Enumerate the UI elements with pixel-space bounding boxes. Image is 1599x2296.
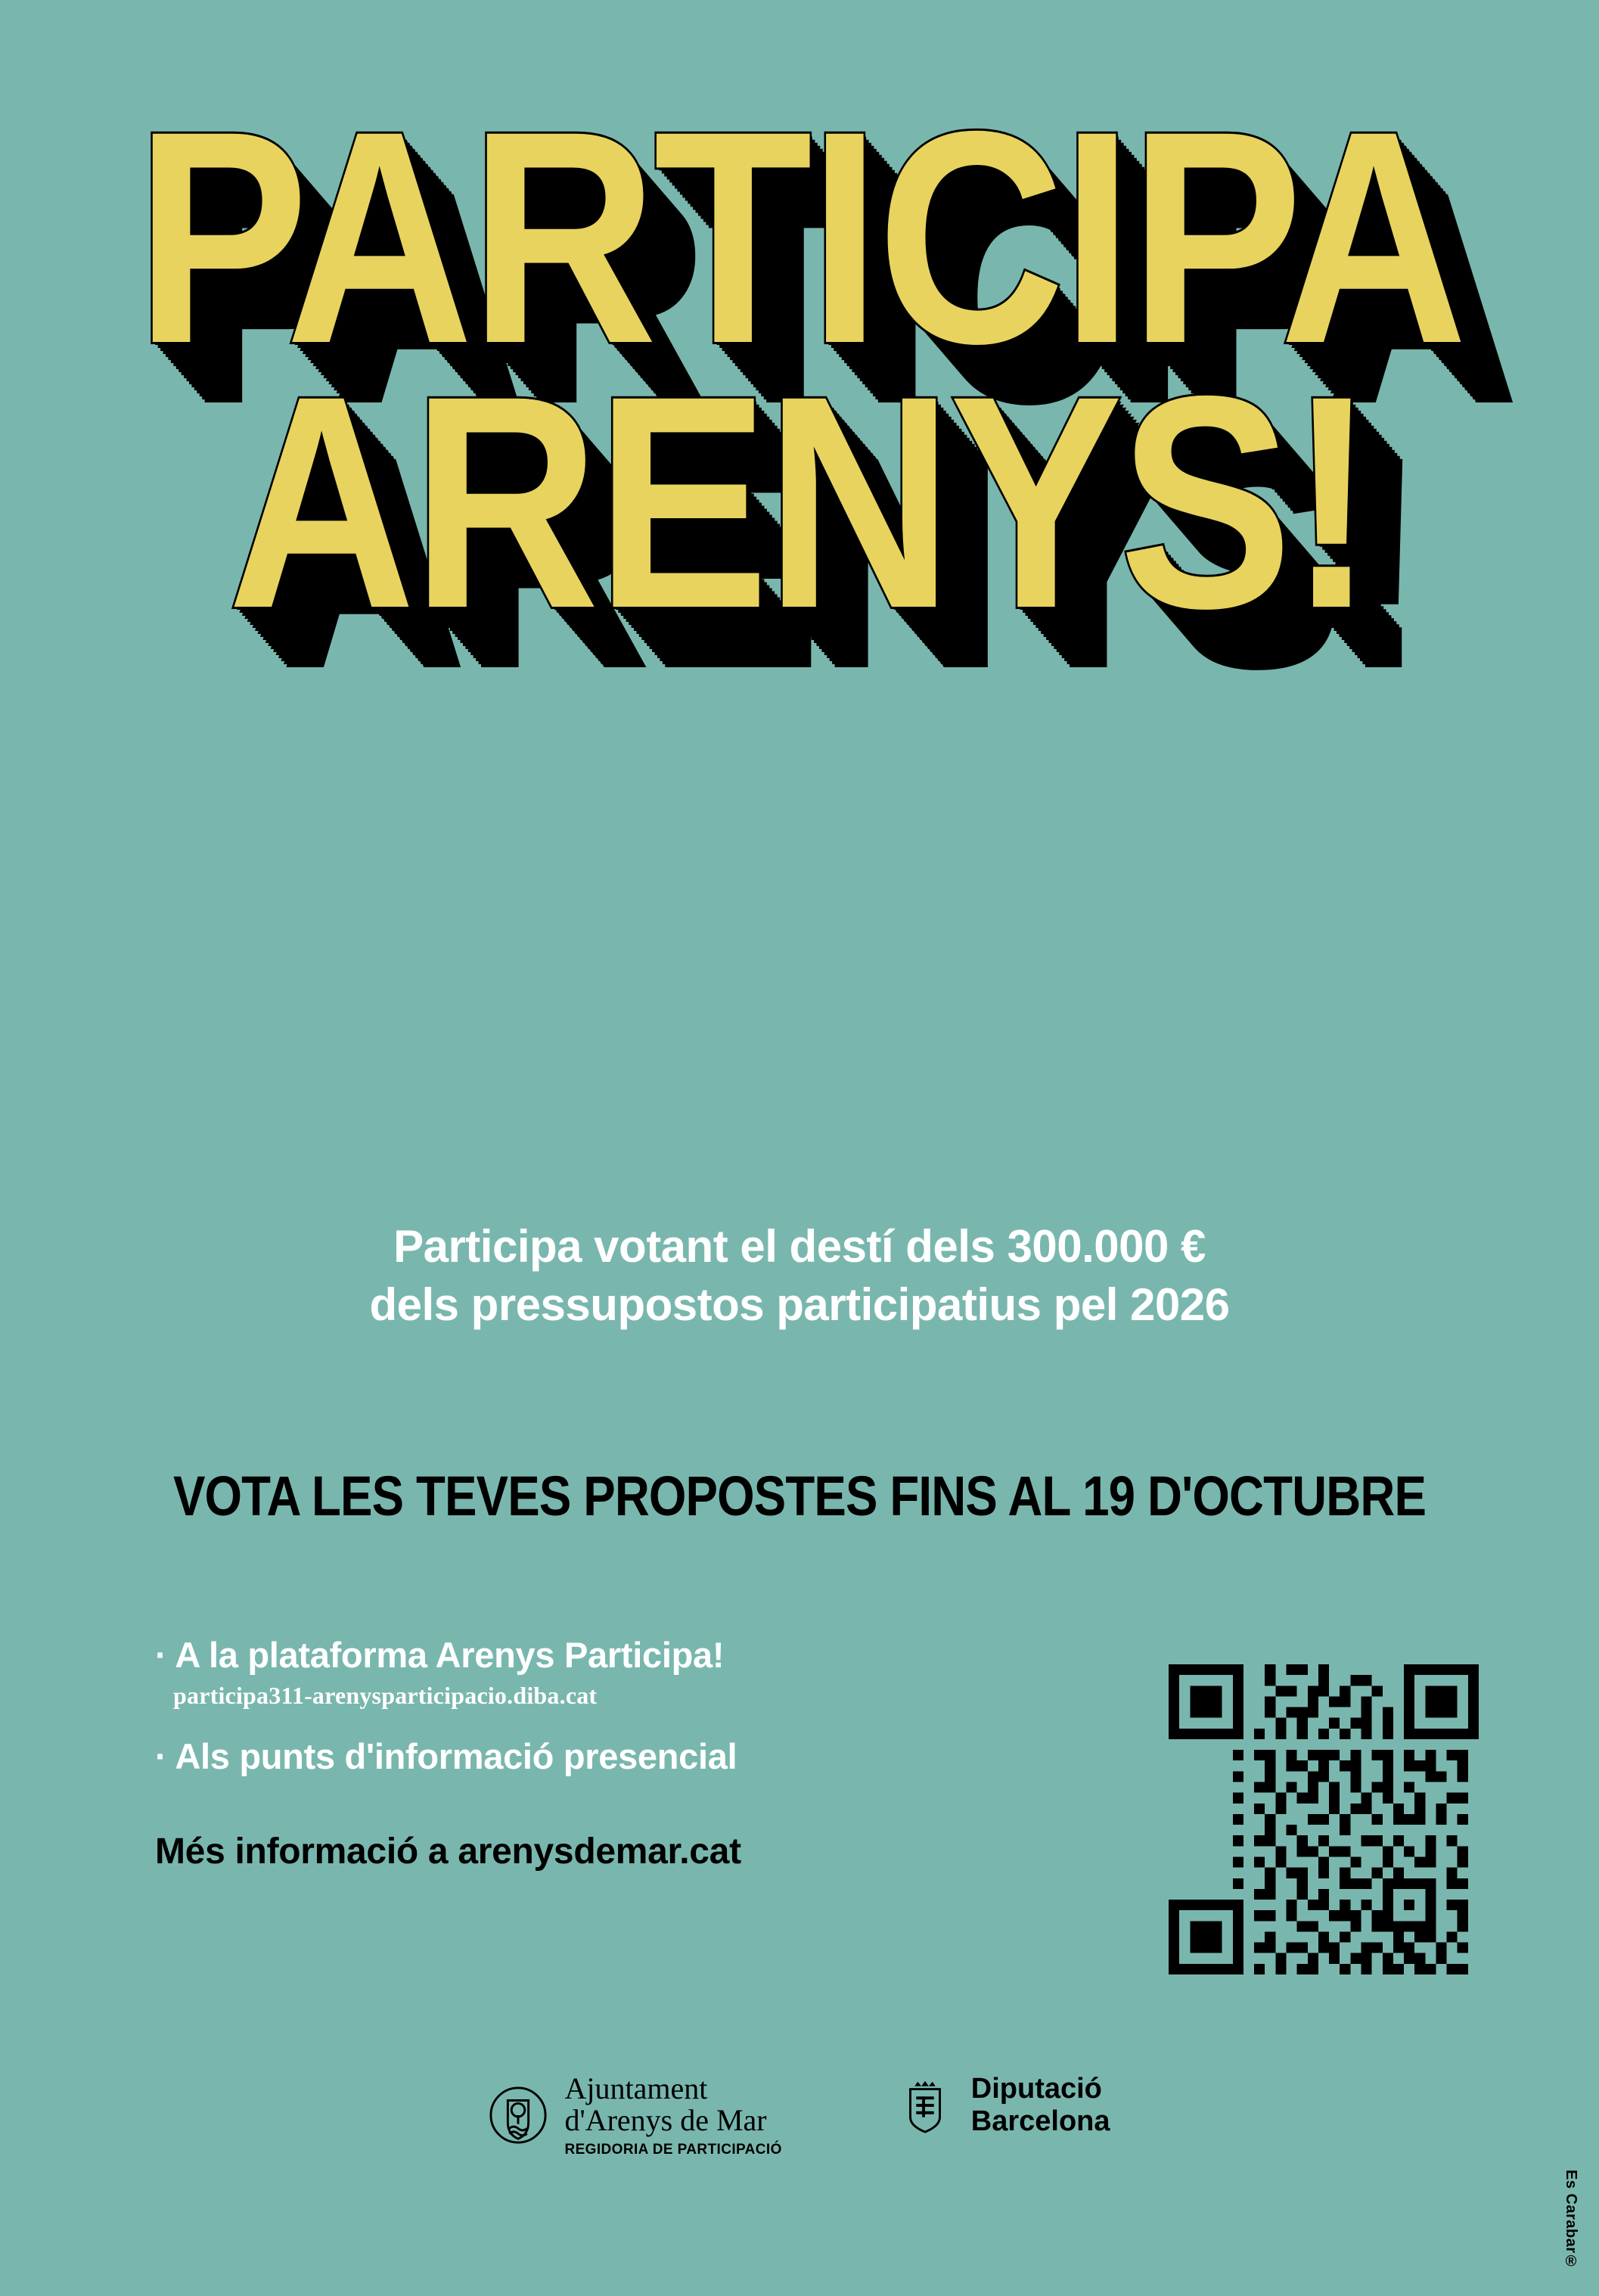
logo-ajuntament-arenys-de-mar — [489, 2073, 781, 2158]
logo-ajuntament-text — [564, 2073, 781, 2158]
call-to-action-text: VOTA LES TEVES PROPOSTES FINS AL 19 D'OCTUBRE — [172, 1465, 1427, 1527]
subtitle-line-2: dels pressupostos participatius pel 2026 — [369, 1278, 1230, 1330]
info-block — [155, 1634, 1048, 1872]
platform-url[interactable]: participa311-arenysparticipacio.diba.cat — [173, 1682, 598, 1710]
logo-diputacio-text — [971, 2073, 1110, 2139]
logo-row — [0, 2073, 1599, 2158]
logo-diputacio-barcelona — [896, 2073, 1110, 2139]
logo-ajuntament-line-2: d'Arenys de Mar — [564, 2103, 767, 2138]
tree-shield-icon — [489, 2086, 548, 2145]
info-item-presencial: · Als punts d'informació presencial — [155, 1736, 737, 1777]
logo-ajuntament-line-3: REGIDORIA DE PARTICIPACIÓ — [564, 2141, 782, 2158]
headline-line-2: ARENYS! — [227, 333, 1372, 671]
qr-code[interactable] — [1169, 1664, 1479, 1974]
more-info-text: Més informació a arenysdemar.cat — [155, 1831, 741, 1872]
logo-diputacio-line-2: Barcelona — [970, 2105, 1110, 2138]
subtitle — [91, 1218, 1508, 1334]
headline-line-1: PARTICIPA — [135, 68, 1464, 406]
qr-code-icon — [1169, 1664, 1479, 1974]
logo-diputacio-line-1: Diputació — [970, 2073, 1102, 2105]
headline — [0, 68, 1599, 671]
crown-shield-icon — [896, 2076, 955, 2135]
logo-ajuntament-line-1: Ajuntament — [564, 2071, 708, 2105]
info-item-platform: · A la plataforma Arenys Participa! — [155, 1635, 725, 1675]
credit-text: Es Carabar® — [1563, 2169, 1579, 2270]
subtitle-line-1: Participa votant el destí dels 300.000 € — [393, 1221, 1206, 1272]
